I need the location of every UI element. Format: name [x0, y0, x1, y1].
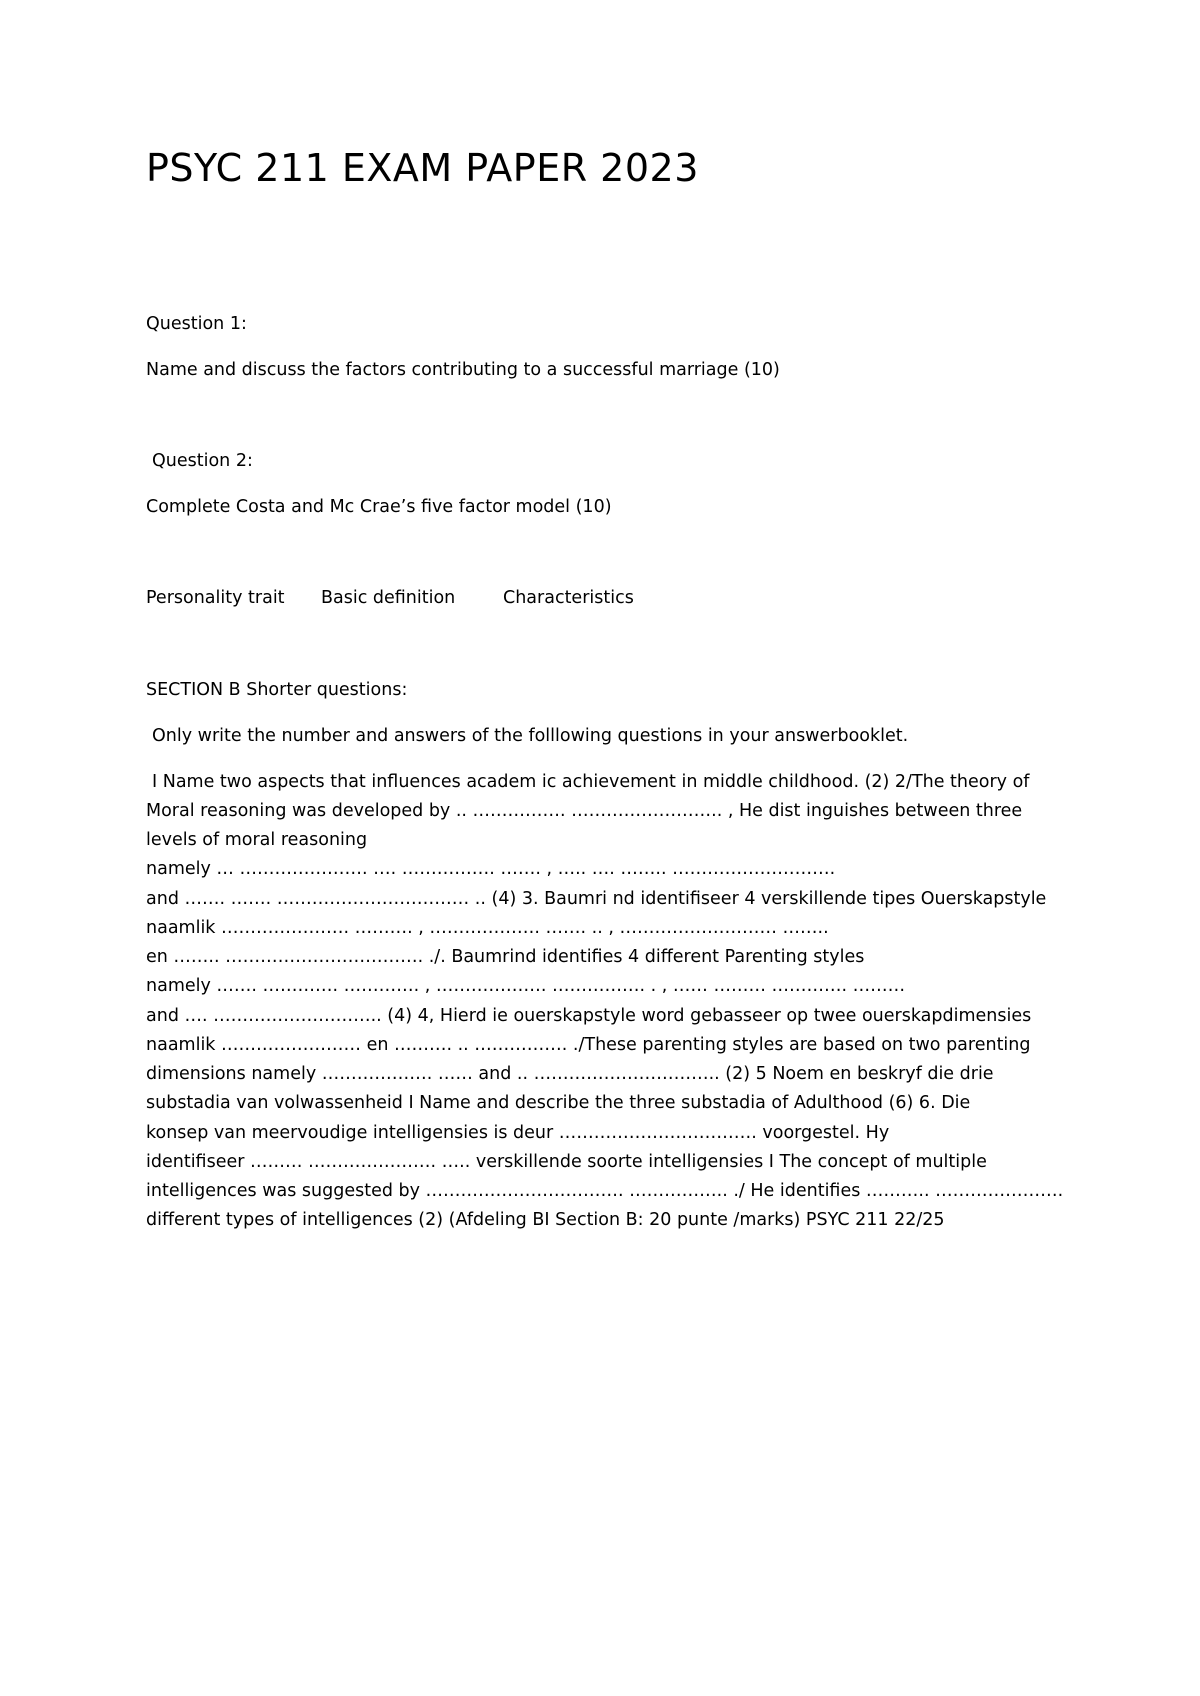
- body-line: naamlik …………………. ………. , ………………. ……. .. , ……………………… ……..: [146, 918, 829, 938]
- body-line: namely … …………………. …. ……………. ……. , ….. …. …….. ……………………….: [146, 859, 836, 879]
- question-1-text: Name and discuss the factors contributing to a successful marriage (10): [146, 360, 780, 380]
- page-title: PSYC 211 EXAM PAPER 2023: [146, 146, 699, 190]
- header-basic-definition: Basic definition: [321, 588, 456, 608]
- section-b-heading: SECTION B Shorter questions:: [146, 680, 408, 700]
- body-line: naamlik …………………… en ………. .. ……………. ./These parenting styles are based on two parenting: [146, 1035, 1031, 1055]
- body-line: different types of intelligences (2) (Afdeling BI Section B: 20 punte /marks) PSYC 211 22/25: [146, 1210, 945, 1230]
- body-line: namely ……. …………. …………. , ………………. ……………. . , …… ……… …………. ………: [146, 976, 906, 996]
- question-2-heading: Question 2:: [152, 451, 253, 471]
- body-line: I Name two aspects that influences academ ic achievement in middle childhood. (2) 2/The theory of: [152, 772, 1030, 792]
- body-line: levels of moral reasoning: [146, 830, 368, 850]
- question-2-text: Complete Costa and Mc Crae’s five factor model (10): [146, 497, 612, 517]
- header-characteristics: Characteristics: [503, 588, 634, 608]
- body-line: Moral reasoning was developed by .. ……………. …………………….. , He dist inguishes between three: [146, 801, 1023, 821]
- body-line: konsep van meervoudige intelligensies is deur ……………………………. voorgestel. Hy: [146, 1123, 890, 1143]
- body-line: and …. ……………………….. (4) 4, Hierd ie ouerskapstyle word gebasseer op twee ouerskapdimensies: [146, 1006, 1032, 1026]
- section-b-instruction: Only write the number and answers of the folllowing questions in your answerbooklet.: [152, 726, 909, 746]
- body-line: en …….. ……………………………. ./. Baumrind identifies 4 different Parenting styles: [146, 947, 865, 967]
- header-personality-trait: Personality trait: [146, 588, 285, 608]
- body-line: substadia van volwassenheid I Name and describe the three substadia of Adulthood (6) 6. Die: [146, 1093, 971, 1113]
- body-line: identifiseer ……… …………………. ….. verskillende soorte intelligensies I The concept of multiple: [146, 1152, 987, 1172]
- question-1-heading: Question 1:: [146, 314, 247, 334]
- body-line: intelligences was suggested by ……………………………. …………….. ./ He identifies ……….. ………………….: [146, 1181, 1064, 1201]
- body-line: dimensions namely ………………. …… and .. ………………………….. (2) 5 Noem en beskryf die drie: [146, 1064, 994, 1084]
- body-line: and ……. ……. …………………………… .. (4) 3. Baumri nd identifiseer 4 verskillende tipes Ouerskapstyle: [146, 889, 1047, 909]
